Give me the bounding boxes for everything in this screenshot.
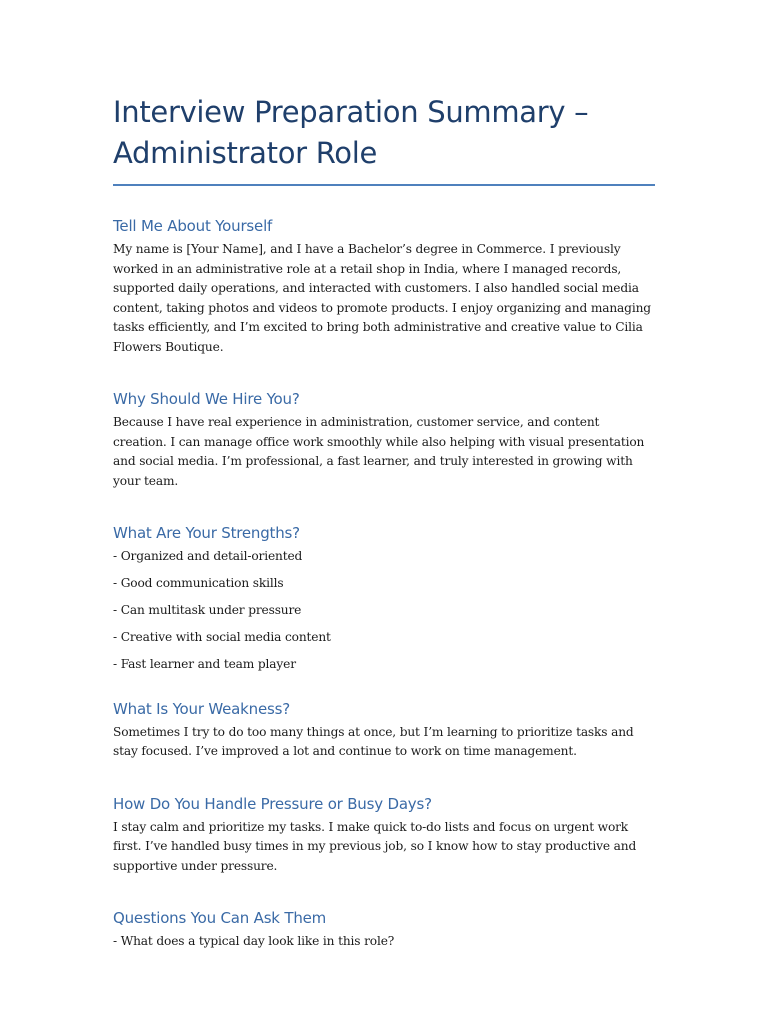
section-why-hire-you: [113, 389, 655, 491]
section-handle-pressure: [113, 794, 655, 877]
section-heading: Tell Me About Yourself: [113, 217, 273, 235]
title-divider: [113, 184, 655, 186]
section-heading: How Do You Handle Pressure or Busy Days?: [113, 794, 432, 813]
document-page: [113, 92, 655, 959]
section-paragraph: Because I have real experience in administration, customer service, and content creation. I can manage office work smoothly while also helping with visual presentation and social media. I’m professional, a fast learner, and truly interested in growing with your team.: [113, 415, 645, 488]
section-paragraph: I stay calm and prioritize my tasks. I make quick to-do lists and focus on urgent work first. I’ve handled busy times in my previous job, so I know how to stay productive and supportive under pressure.: [113, 819, 637, 873]
section-tell-me-about-yourself: [113, 216, 655, 357]
section-weakness: [113, 699, 655, 762]
list-item: - Can multitask under pressure: [113, 603, 302, 617]
section-paragraph: Sometimes I try to do too many things at once, but I’m learning to prioritize tasks and stay focused. I’ve improved a lot and continue to work on time management.: [113, 724, 634, 758]
document-title: Interview Preparation Summary – Administrator Role: [113, 95, 589, 170]
list-item: - What does a typical day look like in this role?: [113, 934, 395, 948]
section-heading: What Is Your Weakness?: [113, 699, 290, 718]
section-heading: Why Should We Hire You?: [113, 390, 300, 408]
list-item: - Good communication skills: [113, 576, 284, 590]
section-questions-to-ask: [113, 908, 655, 952]
list-item: - Creative with social media content: [113, 630, 331, 644]
section-heading: What Are Your Strengths?: [113, 524, 300, 542]
section-strengths: [113, 523, 655, 675]
section-heading: Questions You Can Ask Them: [113, 909, 327, 927]
section-paragraph: My name is [Your Name], and I have a Bachelor’s degree in Commerce. I previously worked in an administrative role at a retail shop in India, where I managed records, supported daily operations, and interacted with customers. I also handled social media content, taking photos and videos to promote products. I enjoy organizing and managing tasks efficiently, and I’m excited to bring both administrative and creative value to Cilia Flowers Boutique.: [113, 242, 651, 354]
list-item: - Organized and detail-oriented: [113, 549, 303, 563]
list-item: - Fast learner and team player: [113, 657, 296, 671]
